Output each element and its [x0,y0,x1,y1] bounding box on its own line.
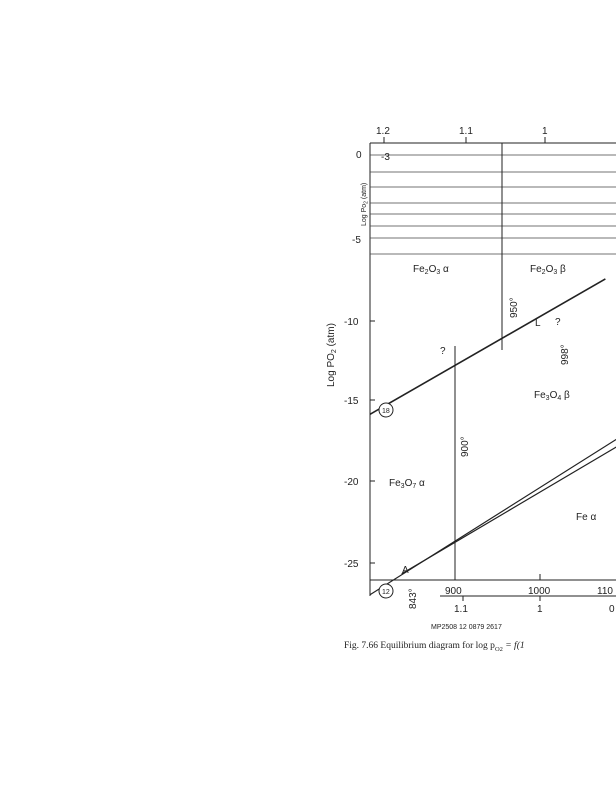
circle-label: 12 [382,589,390,596]
top-tick-label: 1 [542,126,548,137]
y-axis-label: Log $PO_2$ (atm) [326,323,338,387]
annotations [402,297,571,609]
question-mark-label: ? [555,317,561,328]
y-axis [326,317,375,570]
x-axis [445,574,613,597]
plate-id: MP2508 12 0879 2617 [431,624,502,631]
y-tick-label: -10 [344,317,359,328]
region-label-fe3o7-alpha: $Fe_3O_7$ α [389,478,425,490]
region-label-fe2o3-beta: $Fe_2O_3$ β [530,264,566,276]
inset-y-tick-label: 0 [356,150,362,161]
bottom-tick-label: 1.1 [454,604,468,615]
circled-labels [379,403,393,598]
point-label-a: A [402,565,409,576]
top-axis [376,126,548,143]
region-label-fe-alpha: Fe α [576,512,597,523]
circle-label: 18 [382,408,390,415]
series-layer [370,279,616,595]
annotation-998: 998° [560,344,571,365]
y-tick-label: -25 [344,559,359,570]
inset-grid [370,155,616,254]
y-tick-label: -15 [344,396,359,407]
region-label-fe2o3-alpha: $Fe_2O_3$ α [413,264,449,276]
inset-y-tick-label: -5 [352,235,361,246]
x-tick-label: 110 [597,586,613,597]
annotation-843: 843° [408,588,419,609]
x-tick-label: 1000 [528,586,551,597]
question-mark-label: ? [440,346,446,357]
point-label-l: L [535,318,541,329]
plot-frame [370,143,616,596]
top-tick-label: 1.2 [376,126,390,137]
inset-y-tick-label: -3 [381,152,390,163]
annotation-900: 900° [460,436,471,457]
inset-axis [352,150,390,246]
region-label-fe3o4-beta: $Fe_3O_4$ β [534,390,570,402]
top-tick-label: 1.1 [459,126,473,137]
bottom-tick-label: 1 [537,604,543,615]
annotation-950: 950° [509,297,520,318]
inset-y-axis-label: Log $Po_2$ (atm) [361,182,370,226]
figure-caption: Fig. 7.66 Equilibrium diagram for $\log p_{O2} = f(1$ [344,641,525,653]
y-tick-label: -20 [344,477,359,488]
x-tick-label: 900 [445,586,462,597]
bottom-tick-label: 0 [609,604,615,615]
bottom-recip-axis [431,596,615,631]
